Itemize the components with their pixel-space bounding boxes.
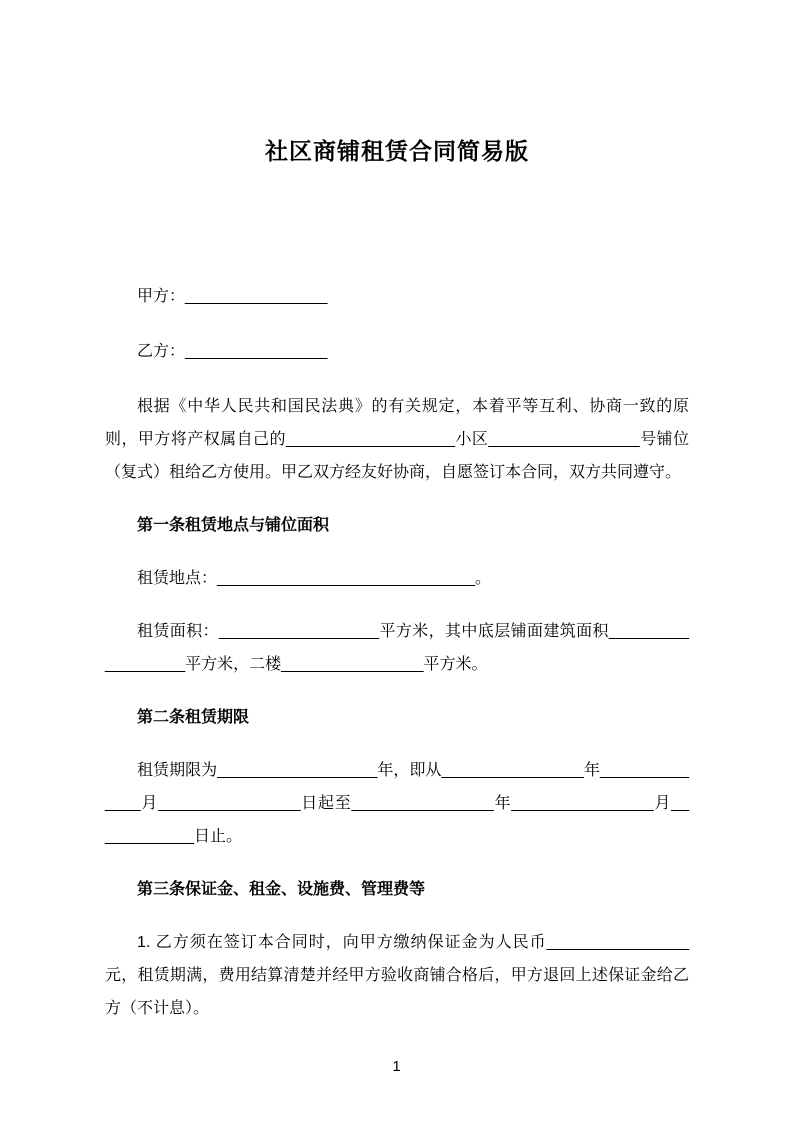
page-number: 1 [392, 1058, 401, 1075]
party-a-line: 甲方：________________ [137, 288, 328, 305]
document-title: 社区商铺租赁合同简易版 [265, 138, 529, 164]
party-b-line: 乙方：________________ [137, 343, 328, 360]
deposit-clause-line: 1. 乙方须在签订本合同时，向甲方缴纳保证金为人民币________________元，租赁期满，费用结算清楚并经甲方验收商铺合格后，甲方退回上述保证金给乙方（不计息）。 [105, 934, 689, 1017]
section-3-heading: 第三条保证金、租金、设施费、管理费等 [137, 881, 426, 898]
rental-location-line: 租赁地点：_____________________________。 [137, 570, 492, 587]
section-2-heading: 第二条租赁期限 [137, 709, 250, 726]
rental-term-line: 租赁期限为__________________年，即从________________年______________月________________日起至________________年________________月____________日止。 [105, 762, 689, 845]
section-1-heading: 第一条租赁地点与铺位面积 [137, 517, 330, 534]
intro-paragraph: 根据《中华人民共和国民法典》的有关规定，本着平等互利、协商一致的原则，甲方将产权属自己的___________________小区_________________号铺位（复式）租给乙方使用。甲乙双方经友好协商，自愿签订本合同，双方共同遵守。 [105, 398, 689, 481]
rental-area-line: 租赁面积：__________________平方米，其中底层铺面建筑面积__________________平方米，二楼________________平方米。 [105, 623, 689, 673]
